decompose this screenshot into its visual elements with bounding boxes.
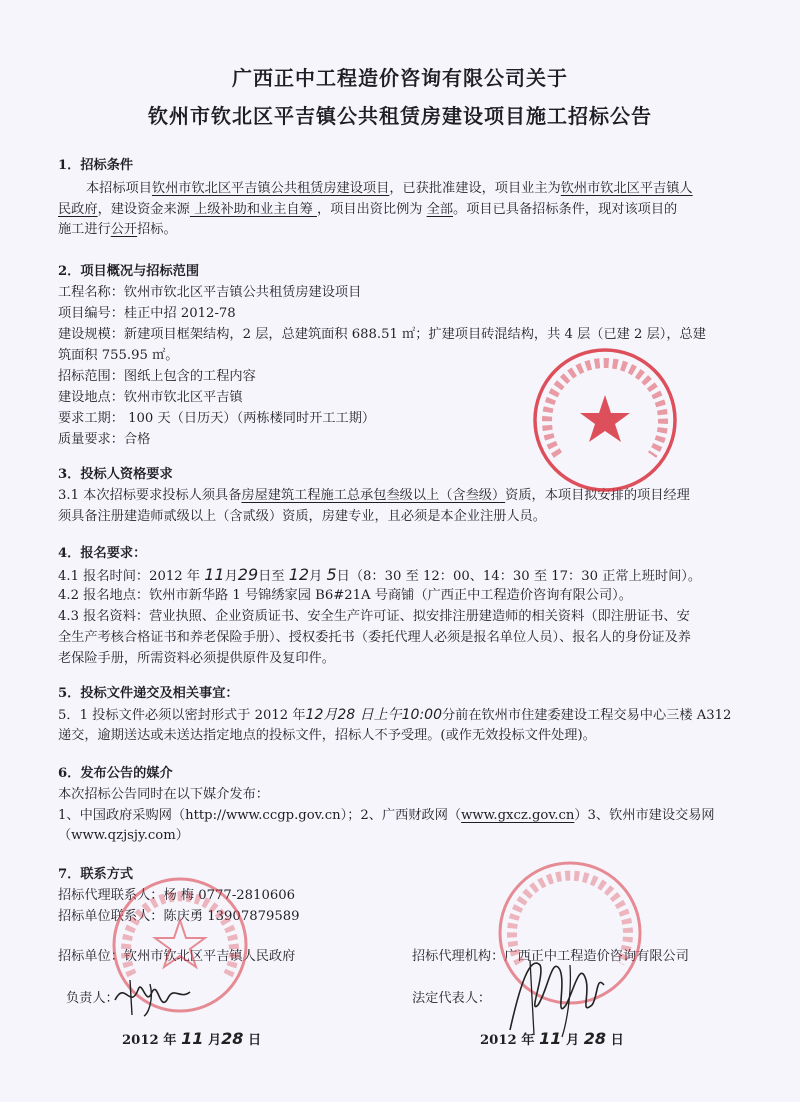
- agent-contact: 招标代理联系人：杨 梅 0777-2810606: [58, 888, 296, 903]
- registration-docs-3: 老保险手册，所需资料必须提供原件及复印件。: [58, 651, 335, 666]
- scale-line-2: 筑面积 755.95 ㎡。: [58, 348, 179, 363]
- scale-line-1: 建设规模：新建项目框架结构，2 层，总建筑面积 688.51 ㎡；扩建项目砖混结构，共 4 层（已建 2 层），总建: [58, 327, 706, 342]
- section5-heading: 5．投标文件递交及相关事宜：: [58, 686, 239, 701]
- section1-line3: [58, 221, 177, 239]
- stamp-top: [530, 345, 680, 495]
- tendering-unit: 招标单位：钦州市钦北区平吉镇人民政府: [58, 949, 296, 964]
- signature-left: [110, 970, 200, 1020]
- tender-type: 公开: [110, 222, 138, 237]
- text: ，已获批准建设，项目业主为: [389, 181, 561, 196]
- section3-line2: 须具备注册建造师贰级以上（含贰级）资质，房建专业，且必须是本企业注册人员。: [58, 509, 546, 524]
- handwritten-day: 28: [221, 1029, 244, 1048]
- text: 资质，本项目拟安排的项目经理: [505, 488, 690, 503]
- handwritten-day: 28: [583, 1029, 606, 1048]
- text: ，建设资金来源: [97, 202, 190, 217]
- section3-heading: 3．投标人资格要求: [58, 467, 173, 482]
- responsible-person-label: 负责人：: [66, 991, 119, 1006]
- text: 4.1 报名时间：2012 年: [58, 569, 201, 584]
- signature-right: [500, 945, 610, 1040]
- text: 日: [247, 1033, 262, 1048]
- text: 月: [224, 569, 238, 584]
- qualification: 房屋建筑工程施工总承包叁级以上（含叁级）: [241, 488, 506, 503]
- title-line-1: 广西正中工程造价咨询有限公司关于: [232, 66, 568, 90]
- handwritten-month: 11: [181, 1029, 204, 1048]
- location-line: 建设地点：钦州市钦北区平吉镇: [58, 390, 243, 405]
- text: 。项目已具备招标条件，现对该项目的: [453, 202, 678, 217]
- text: 3.1 本次招标要求投标人须具备: [58, 488, 242, 503]
- handwritten-day: 5: [326, 565, 337, 584]
- text: 施工进行: [58, 222, 111, 237]
- left-date: [122, 1030, 261, 1050]
- registration-time: [58, 566, 701, 586]
- tendering-agency: 招标代理机构：广西正中工程造价咨询有限公司: [412, 949, 689, 964]
- text: 2012 年: [122, 1033, 177, 1048]
- period-line: 要求工期： 100 天（日历天）（两栋楼同时开工工期）: [58, 411, 376, 426]
- registration-docs-2: 全生产考核合格证书和养老保险手册）、授权委托书（委托代理人必须是报名单位人员）、报名人的身份证及养: [58, 630, 691, 645]
- project-number-line: 项目编号：桂正中招 2012-78: [58, 306, 236, 321]
- project-owner-cont: 民政府: [58, 202, 98, 217]
- text: ）3、钦州市建设交易网: [574, 808, 715, 823]
- text: 月: [565, 1033, 580, 1048]
- text: 1、中国政府采购网（http://www.ccgp.gov.cn）；2、广西财政网（: [58, 808, 462, 823]
- handwritten-month: 11: [204, 565, 225, 584]
- text: 日（8：30 至 12：00、14：30 至 17：30 正常上班时间）。: [336, 569, 702, 584]
- text: 日至: [258, 569, 285, 584]
- text: 分前在钦州市住建委建设工程交易中心三楼 A312: [441, 708, 732, 723]
- fund-source: 上级补助和业主自筹: [189, 202, 317, 217]
- text: 本招标项目: [86, 181, 152, 196]
- handwritten-day: 29: [237, 565, 259, 584]
- project-name-line: 工程名称：钦州市钦北区平吉镇公共租赁房建设项目: [58, 285, 362, 300]
- section2-heading: 2．项目概况与招标范围: [58, 264, 200, 279]
- fund-ratio: 全部: [426, 202, 454, 217]
- section4-heading: 4．报名要求：: [58, 546, 147, 561]
- submission-line1: [58, 706, 731, 725]
- gxcz-link[interactable]: www.gxcz.gov.cn: [461, 808, 575, 823]
- registration-place: 4.2 报名地点：钦州市新华路 1 号锦绣家园 B6#21A 号商铺（广西正中工程造价咨询有限公司）。: [58, 588, 632, 603]
- quality-line: 质量要求：合格: [58, 432, 151, 447]
- handwritten-month: 12: [288, 565, 310, 584]
- text: 月: [207, 1033, 222, 1048]
- text: 月: [309, 569, 323, 584]
- section1-line1: [86, 180, 693, 198]
- legal-rep-label: 法定代表人：: [412, 991, 492, 1006]
- section7-heading: 7．联系方式: [58, 867, 134, 882]
- text: ，项目出资比例为: [316, 202, 423, 217]
- text: 招标。: [137, 222, 177, 237]
- section1-heading: 1．招标条件: [58, 158, 134, 173]
- section6-heading: 6．发布公告的媒介: [58, 766, 173, 781]
- handwritten-month: 11: [539, 1029, 562, 1048]
- submission-line2: 递交，逾期送达或未送达指定地点的投标文件，招标人不予受理。(或作无效投标文件处理)。: [58, 728, 596, 743]
- text: 2012 年: [480, 1033, 535, 1048]
- handwritten-deadline: 12月28 日上午10:00: [305, 707, 442, 723]
- owner-contact: 招标单位联系人：陈庆勇 13907879589: [58, 909, 300, 924]
- media-list-cont: （www.qzjsjy.com）: [58, 828, 189, 843]
- project-name: 钦州市钦北区平吉镇公共租赁房建设项目: [151, 181, 390, 196]
- registration-docs-1: 4.3 报名资料：营业执照、企业资质证书、安全生产许可证、拟安排注册建造师的相关资料（即注册证书、安: [58, 609, 690, 624]
- media-list: [58, 807, 715, 825]
- scope-line: 招标范围：图纸上包含的工程内容: [58, 369, 256, 384]
- media-intro: 本次招标公告同时在以下媒介发布：: [58, 787, 269, 802]
- project-owner: 钦州市钦北区平吉镇人: [560, 181, 693, 196]
- text: 日: [610, 1033, 624, 1048]
- text: 5．1 投标文件必须以密封形式于 2012 年: [58, 708, 306, 723]
- section1-line2: [58, 201, 677, 219]
- title-line-2: 钦州市钦北区平吉镇公共租赁房建设项目施工招标公告: [148, 104, 652, 128]
